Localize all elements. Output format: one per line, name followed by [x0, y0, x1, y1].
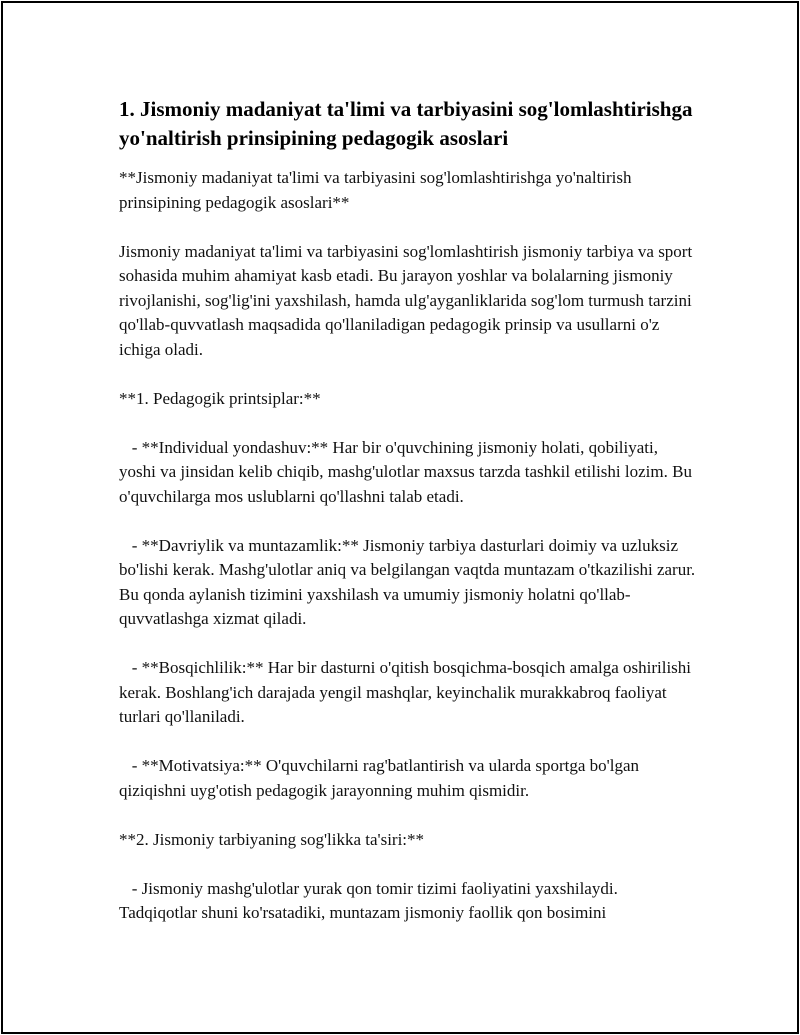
- page-frame: [1, 1, 799, 1034]
- list-item-individual-approach: - **Individual yondashuv:** Har bir o'quvchining jismoniy holati, qobiliyati, yoshi va jinsidan kelib chiqib, mashg'ulotlar maxsus tarzda tashkil etilishi lozim. Bu o'quvchilarga mos uslublarni qo'llashni talab etadi.: [119, 437, 697, 506]
- section-heading-pedagogical-principles: **1. Pedagogik printsiplar:**: [119, 388, 321, 408]
- paragraph-intro: Jismoniy madaniyat ta'limi va tarbiyasini sog'lomlashtirish jismoniy tarbiya va sport sohasida muhim ahamiyat kasb etadi. Bu jarayon yoshlar va bolalarning jismoniy rivojlanishi, sog'lig'ini yaxshilash, hamda ulg'ayganliklarida sog'lom turmush tarzini qo'llab-quvvatlash maqsadida qo'llaniladigan pedagogik prinsip va usullarni o'z ichiga oladi.: [119, 241, 697, 359]
- section-heading-health-impact: **2. Jismoniy tarbiyaning sog'likka ta'siri:**: [119, 829, 425, 849]
- paragraph-gap: [119, 362, 699, 387]
- paragraph-gap: [119, 215, 699, 240]
- document-body: [119, 166, 699, 926]
- list-item-motivation: - **Motivatsiya:** O'quvchilarni rag'batlantirish va ularda sportga bo'lgan qiziqishni uyg'otish pedagogik jarayonning muhim qismidir.: [119, 756, 644, 800]
- paragraph-bold-heading: **Jismoniy madaniyat ta'limi va tarbiyasini sog'lomlashtirishga yo'naltirish prinsipining pedagogik asoslari**: [119, 168, 636, 212]
- paragraph-gap: [119, 803, 699, 828]
- document-title: 1. Jismoniy madaniyat ta'limi va tarbiyasini sog'lomlashtirishga yo'naltirish prinsipining pedagogik asoslari: [119, 97, 693, 150]
- document-content: [119, 95, 699, 926]
- paragraph-gap: [119, 632, 699, 657]
- list-item-cardiovascular: - Jismoniy mashg'ulotlar yurak qon tomir tizimi faoliyatini yaxshilaydi. Tadqiqotlar shuni ko'rsatadiki, muntazam jismoniy faollik qon bosimini: [119, 878, 622, 922]
- paragraph-gap: [119, 509, 699, 534]
- list-item-gradualness: - **Bosqichlilik:** Har bir dasturni o'qitish bosqichma-bosqich amalga oshirilishi kerak. Boshlang'ich darajada yengil mashqlar, keyinchalik murakkabroq faoliyat turlari qo'llaniladi.: [119, 658, 696, 726]
- paragraph-gap: [119, 730, 699, 755]
- list-item-regularity: - **Davriylik va muntazamlik:** Jismoniy tarbiya dasturlari doimiy va uzluksiz bo'lishi kerak. Mashg'ulotlar aniq va belgilangan vaqtda muntazam o'tkazilishi zarur. Bu qonda aylanish tizimini yaxshilash va umumiy jismoniy holatni qo'llab-quvvatlashga xizmat qiladi.: [119, 535, 700, 628]
- paragraph-gap: [119, 411, 699, 436]
- paragraph-gap: [119, 852, 699, 877]
